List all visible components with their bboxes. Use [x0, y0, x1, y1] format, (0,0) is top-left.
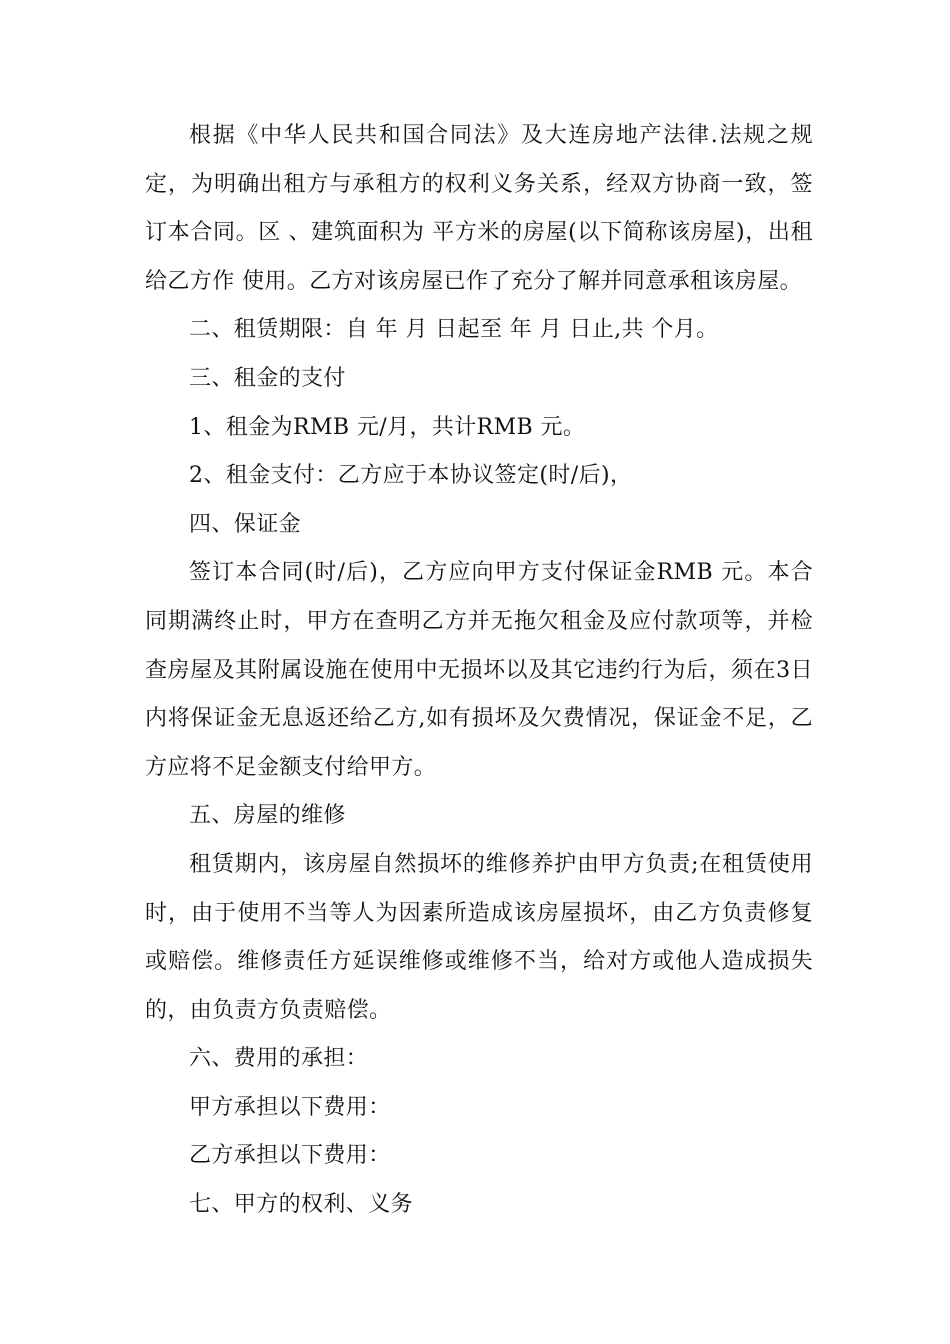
- heading-rent-payment: 三、租金的支付: [189, 365, 346, 391]
- heading-party-a-rights: 七、甲方的权利、义务: [189, 1192, 414, 1218]
- paragraph-maintenance: 租赁期内，该房屋自然损坏的维修养护由甲方负责;在租赁使用时，由于使用不当等人为因素所造成该房屋损坏，由乙方负责修复或赔偿。维修责任方延误维修或维修不当，给对方或他人造成损失的，由负责方负责赔偿。: [145, 851, 813, 1023]
- heading-expenses: 六、费用的承担：: [189, 1046, 369, 1072]
- paragraph-deposit: 签订本合同(时/后)，乙方应向甲方支付保证金RMB 元。本合同期满终止时，甲方在查明乙方并无拖欠租金及应付款项等，并检查房屋及其附属设施在使用中无损坏以及其它违约行为后，须在3日内将保证金无息返还给乙方,如有损坏及欠费情况，保证金不足，乙方应将不足金额支付给甲方。: [145, 560, 813, 780]
- heading-deposit: 四、保证金: [189, 511, 302, 537]
- paragraph-rent-timing: 2、租金支付：乙方应于本协议签定(时/后)，: [189, 463, 633, 489]
- paragraph-rent-amount: 1、租金为RMB 元/月，共计RMB 元。: [189, 414, 586, 440]
- heading-maintenance: 五、房屋的维修: [189, 803, 346, 829]
- document-body: [145, 112, 813, 1230]
- paragraph-party-a-expenses: 甲方承担以下费用：: [189, 1094, 391, 1120]
- paragraph-lease-term: 二、租赁期限：自 年 月 日起至 年 月 日止,共 个月。: [189, 317, 719, 343]
- paragraph-party-b-expenses: 乙方承担以下费用：: [189, 1143, 391, 1169]
- paragraph-preamble: 根据《中华人民共和国合同法》及大连房地产法律.法规之规定，为明确出租方与承租方的权利义务关系，经双方协商一致，签订本合同。区 、建筑面积为 平方米的房屋(以下简称该房屋)，出租给乙方作 使用。乙方对该房屋已作了充分了解并同意承租该房屋。: [145, 123, 813, 294]
